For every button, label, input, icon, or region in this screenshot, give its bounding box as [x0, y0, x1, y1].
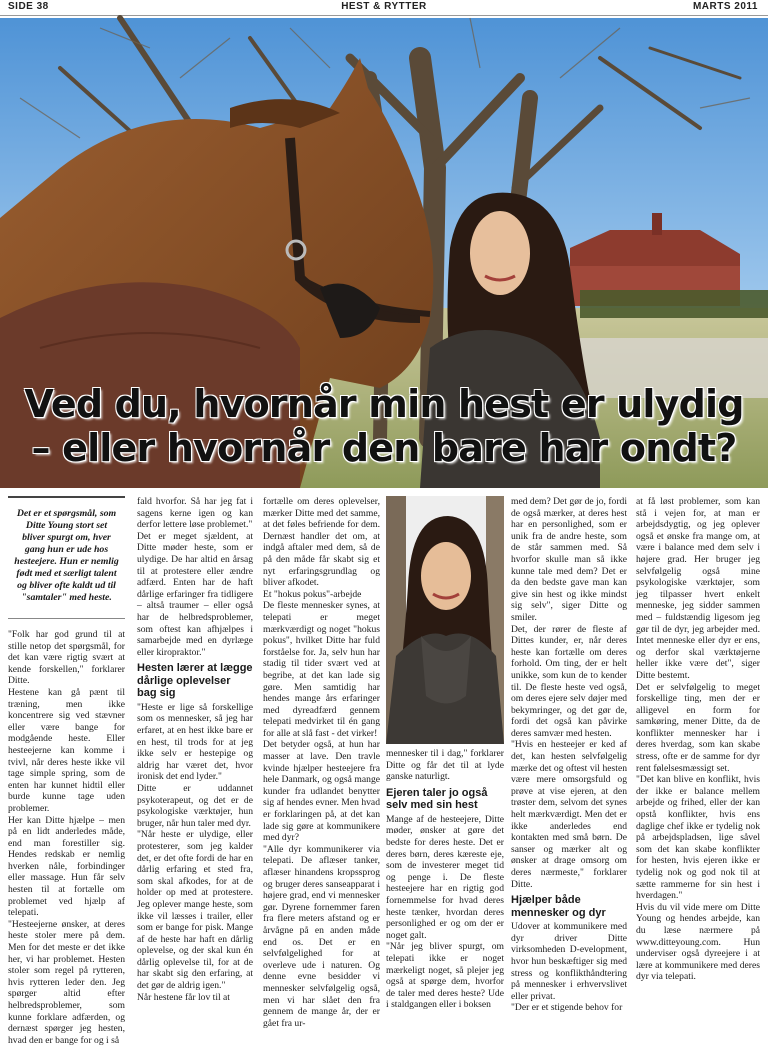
paragraph: Ditte er uddannet psykoterapeut, og det er de psykologiske værktøjer, hun bruger, når hun taler med dyr. [137, 782, 253, 829]
issue-date: MARTS 2011 [692, 1, 758, 12]
paragraph: Det er meget sjældent, at Ditte møder heste, som er ulydige. De har altid en årsag til at protestere eller ændre adfærd. Enten har de haft dårlige erfaringer fra tidligere – altså traumer – eller også har de helbredsproblemer, som oftest kan afhjælpes i samarbejde med en dyrlæge eller kiropraktor." [137, 530, 253, 658]
page-number: SIDE 38 [8, 1, 49, 12]
paragraph: fortælle om deres oplevelser, mærker Ditte med det samme, at det føles befriende for dem. Dernæst handler det om, at indgå aftaler med dem, så de på den måde får skabt sig et nyt erfaringsgrundlag og bliver afkodet. [263, 496, 380, 589]
paragraph: Hestene kan gå pænt til træning, men ikke koncentrere sig ved stævner eller være bange for modgående heste. Eller hesteejerne kan komme i tvivl, når deres heste ikke vil tage simple spring, som de enten har kunnet hidtil eller burde kunne tage uden problemer. [8, 686, 125, 814]
column-4 [386, 496, 504, 1022]
column-3 [263, 496, 380, 1029]
paragraph: "Heste er lige så forskellige som os mennesker, så jeg har erfaret, at en hest ikke bare er en hest, til trods for at jeg ikke selv er hestepige og aldrig har været det, hvor ironisk det end lyder." [137, 701, 253, 783]
subheading: Ejeren taler jo også selv med sin hest [386, 786, 488, 812]
column-2 [137, 496, 253, 1022]
paragraph: "Når jeg bliver spurgt, om telepati ikke er noget mærkeligt noget, så plejer jeg også at spørge dem, hvorfor de taler med deres heste? Ude i staldgangen eller i boksen [386, 941, 504, 1011]
paragraph: Når hestene får lov til at [137, 991, 230, 1003]
paragraph: "Det kan blive en konflikt, hvis der ikke er balance mellem arbejde og frihed, eller der kan opstå konflikter, hvis ens daglige chef ikke er tydelig nok på arbejdspladsen, lige såvel som det kan skabe konflikter for hesten, hvis ejeren ikke er tydelig nok og god nok til at sætte rammerne for sin hest i hverdagen." [636, 774, 760, 902]
paragraph: Det er selvfølgelig to meget forskellige ting, men der er alligevel en form for samkøring, mener Ditte, da de konflikter mennesker har i deres hverdag, som kan skabe stress, ofte er de samme for dyr rent følelsesmæssigt set. [636, 681, 760, 774]
portrait-photo [386, 496, 504, 744]
paragraph: "Når heste er ulydige, eller protesterer, som jeg kalder det, er det ofte fordi de har en dårlig erfaring et sted fra, som skal afkodes, for at de holder op med at protestere. Jeg oplever mange heste, som ikke vil læsses i trailer, eller som er bange for pisk. Mange af de heste har haft en dårlig oplevelse, og der skal kun én dårlig oplevelse til, for at de har skabt sig den erfaring, at det gør de aldrig igen." [137, 829, 253, 992]
column-6 [636, 496, 760, 1022]
paragraph: at få løst problemer, som kan stå i vejen for, at man er arbejdsdygtig, og jeg oplever også et ønske fra mange om, at være i balance med dem selv i højere grad. Her bruger jeg selvfølgelig også mine psykologiske værktøjer, som jeg tilpasser hvert enkelt menneske, jeg sidder sammen med – fuldstændig ligesom jeg gør til de dyr, jeg arbejder med. Intet menneske eller dyr er ens, og derfor skal værktøjerne heller ikke være det", siger Ditte bestemt. [636, 496, 760, 681]
page-header [0, 0, 768, 16]
paragraph: fald hvorfor. Så har jeg fat i sagens kerne igen og kan derfor lettere løse problemet." [137, 496, 253, 531]
headline [0, 382, 768, 470]
magazine-name: HEST & RYTTER [341, 1, 427, 12]
subheading: Hesten lærer at lægge dårlige oplevelser bag sig [137, 662, 253, 700]
column-5 [511, 496, 627, 1022]
lead-paragraph: Det er et spørgsmål, som Ditte Young stort set bliver spurgt om, hver gang hun er ude hos hesteejere. Hun er nemlig født med et særligt talent og bliver ofte kaldt ud til "samtaler" med heste. [8, 496, 125, 619]
paragraph: "Alle dyr kommunikerer via telepati. De aflæser tanker, aflæser hinandens kropssprog og bruger deres sanseapparat i højere grad, end vi mennesker gør. Dyrene fornemmer faren fra flere meters afstand og er årvågne på en anden måde end os. Det er en selvfølgelighed for at overleve ude i naturen. Og denne evne besidder vi mennesker selvfølgelig også, men vi har slået den fra gennem de mange år, der er gået fra ur- [263, 843, 380, 1029]
subheading: Hjælper både mennesker og dyr [511, 894, 606, 919]
paragraph: Her kan Ditte hjælpe – men på en lidt anderledes måde, end man forestiller sig. Hendes redskab er nemlig hverken nåle, forbindinger eller massage. Hun får selv hesten til at fortælle om problemet ved hjælp af telepati. [8, 814, 125, 919]
photo-continuation: mennesker til i dag," forklarer Ditte og får det til at lyde ganske naturligt. [386, 748, 504, 783]
paragraph: De fleste mennesker synes, at telepati er meget mærkværdigt og noget "hokus pokus", hvilket Ditte har fuld forståelse for. Ja, selv hun har stadig til tider svært ved at begribe, at det kan lade sig gøre. Men samtidig har hendes mange års erfaringer med dyreadfærd gennem telepati medvirket til én gang for alle at slå fast - det virker! [263, 600, 380, 739]
paragraph: Hvis du vil vide mere om Ditte Young og hendes arbejde, kan du læse nærmere på www.ditteyoung.com. Hun underviser også dyreejere i at lære at kommunikere med deres dyr via telepati. [636, 901, 760, 983]
paragraph: Mange af de hesteejere, Ditte møder, ønsker at gøre det bedste for deres heste. Det er deres børn, deres kæreste eje, som de investerer meget tid og penge i. De fleste hesteejere har en rigtig god fornemmelse for hvad deres heste tænker, hvordan deres personlighed er og om der er noget galt. [386, 813, 504, 941]
headline-line-2: – eller hvornår den bare har ondt? [31, 426, 737, 470]
paragraph: "Hesteejerne ønsker, at deres heste stoler mere på dem. Men for det meste er det ikke her, vi har problemet. Hesten stoler som regel på rytteren, hvis rytteren leder den. Jeg spørger altid efter helbredsproblemer, som kunne forklare adfærden, og dernæst spørger jeg hesten, hvad den er bange for og i så [8, 918, 125, 1046]
column-1 [8, 496, 125, 1046]
paragraph: "Hvis en hesteejer er ked af det, kan hesten selvfølgelig mærke det og oftest vil hesten være mere omsorgsfuld og prøve at vise ejeren, at den trøster dem, selvom det synes helt mærkværdigt. Men det er ikke anderledes end kontakten med små børn. De sanser og mærker alt og ønsker at drage omsorg om deres nærmeste," forklarer Ditte. [511, 739, 627, 890]
headline-line-1: Ved du, hvornår min hest er ulydig [24, 382, 744, 426]
paragraph: med dem? Det gør de jo, fordi de også mærker, at deres hest har en personlighed, som er unik fra de andre heste, som de står sammen med. Så hvorfor skulle man så ikke kunne tale med dem? Det er da den bedste gave man kan give sin hest og ikke mindst sig selv", siger Ditte og smiler. [511, 496, 627, 623]
article-body [8, 496, 760, 1046]
paragraph: Udover at kommunikere med dyr driver Ditte virksomheden D-evelopment, hvor hun beskæftiger sig med stress og konflikthåndtering på mennesker i erhvervslivet eller privat. [511, 921, 627, 1002]
paragraph: Et "hokus pokus"-arbejde [263, 588, 362, 600]
paragraph: Det, der rører de fleste af Dittes kunder, er, når deres heste kan fortælle om deres forhold. Om ting, der er helt unikke, som kun de to kender til. De fleste heste ved også, om deres ejere selv døjer med bekymringer, og det gør de, fordi det også kan påvirke deres samvær med hesten. [511, 623, 627, 739]
paragraph: "Folk har god grund til at stille netop det spørgsmål, for det kan være rigtig svært at kende forskellen," forklarer Ditte. [8, 629, 125, 687]
woman-portrait [386, 496, 504, 744]
paragraph: "Der er et stigende behov for [511, 1002, 623, 1014]
paragraph: Det betyder også, at hun har masser at lave. Den travle kvinde hjælper hesteejere fra hele Danmark, og også mange kunder fra udlandet benytter sig af hendes evner. Men hvad er forklaringen på, at det kan lade sig gøre at kommunikere med dyr? [263, 739, 380, 844]
